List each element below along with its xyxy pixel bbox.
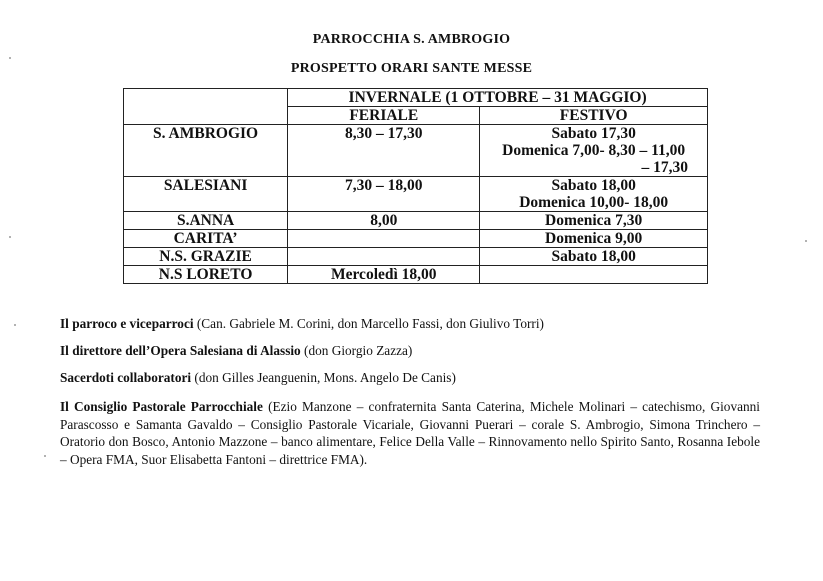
parroco-paragraph — [60, 315, 760, 333]
table-row — [124, 212, 708, 230]
scan-speck — [44, 455, 46, 457]
table-row — [124, 248, 708, 266]
festivo-times — [480, 248, 708, 266]
sacerdoti-paragraph — [60, 369, 760, 387]
feriale-times: 8,30 – 17,30 — [288, 125, 480, 177]
direttore-lead: Il direttore dell’Opera Salesiana di Alassio — [60, 343, 301, 358]
period-header-row — [124, 89, 708, 107]
church-name: S. AMBROGIO — [124, 125, 288, 177]
consiglio-lead: Il Consiglio Pastorale Parrocchiale — [60, 399, 263, 414]
header-empty-cell — [124, 89, 288, 125]
mass-schedule-table — [123, 88, 708, 284]
festivo-times — [480, 212, 708, 230]
scan-speck — [805, 240, 807, 242]
direttore-text: (don Giorgio Zazza) — [300, 343, 413, 358]
church-name: CARITA’ — [124, 230, 288, 248]
feriale-times: 7,30 – 18,00 — [288, 177, 480, 212]
festivo-line: Sabato 17,30 — [551, 125, 636, 142]
church-name: SALESIANI — [124, 177, 288, 212]
direttore-paragraph — [60, 342, 760, 360]
parish-title: PARROCCHIA S. AMBROGIO — [312, 32, 511, 47]
festivo-line — [483, 266, 704, 283]
sacerdoti-lead: Sacerdoti collaboratori — [60, 370, 192, 385]
festivo-times — [480, 125, 708, 177]
feriale-times — [288, 248, 480, 266]
feriale-header: FERIALE — [288, 107, 480, 125]
festivo-line: Sabato 18,00 — [551, 177, 636, 194]
church-name: N.S. GRAZIE — [124, 248, 288, 266]
table-row — [124, 125, 708, 177]
table-row — [124, 177, 708, 212]
feriale-times — [288, 230, 480, 248]
festivo-times — [480, 177, 708, 212]
parroco-text: (Can. Gabriele M. Corini, don Marcello Fassi, don Giulivo Torri) — [193, 316, 544, 331]
scan-speck — [9, 236, 11, 238]
schedule-title: PROSPETTO ORARI SANTE MESSE — [290, 61, 533, 76]
festivo-line: Domenica 9,00 — [545, 230, 643, 247]
table-row — [124, 230, 708, 248]
festivo-times — [480, 266, 708, 284]
scan-speck — [9, 57, 11, 59]
festivo-times — [480, 230, 708, 248]
table-row — [124, 266, 708, 284]
feriale-times: 8,00 — [288, 212, 480, 230]
festivo-line: Sabato 18,00 — [551, 248, 636, 265]
church-name: N.S LORETO — [124, 266, 288, 284]
feriale-times: Mercoledì 18,00 — [288, 266, 480, 284]
church-name: S.ANNA — [124, 212, 288, 230]
festivo-line: Domenica 10,00- 18,00 — [519, 194, 669, 211]
festivo-line: Domenica 7,00- 8,30 – 11,00 — [502, 142, 686, 159]
scan-speck — [14, 324, 16, 326]
festivo-line: Domenica 7,30 — [545, 212, 643, 229]
sacerdoti-text: (don Gilles Jeanguenin, Mons. Angelo De Canis) — [191, 370, 456, 385]
parroco-lead: Il parroco e viceparroci — [60, 316, 194, 331]
consiglio-paragraph — [60, 398, 760, 468]
consiglio-text: (Ezio Manzone – confraternita Santa Caterina, Michele Molinari – catechismo, Giovanni Parascosso e Samanta Gavaldo – Consiglio Pastorale Vicariale, Giovanni Puerari – corale S. Ambrogio, Simona Trinchero – Oratorio don Bosco, Antonio Mazzone – banco alimentare, Felice Della Valle – Rinnovamento nello Spirito Santo, Rosanna Iebole – Opera FMA, Suor Elisabetta Fantoni – direttrice FMA). — [60, 399, 760, 467]
festivo-line: – 17,30 — [641, 159, 688, 176]
festivo-header: FESTIVO — [480, 107, 708, 125]
period-header: INVERNALE (1 OTTOBRE – 31 MAGGIO) — [288, 89, 708, 107]
